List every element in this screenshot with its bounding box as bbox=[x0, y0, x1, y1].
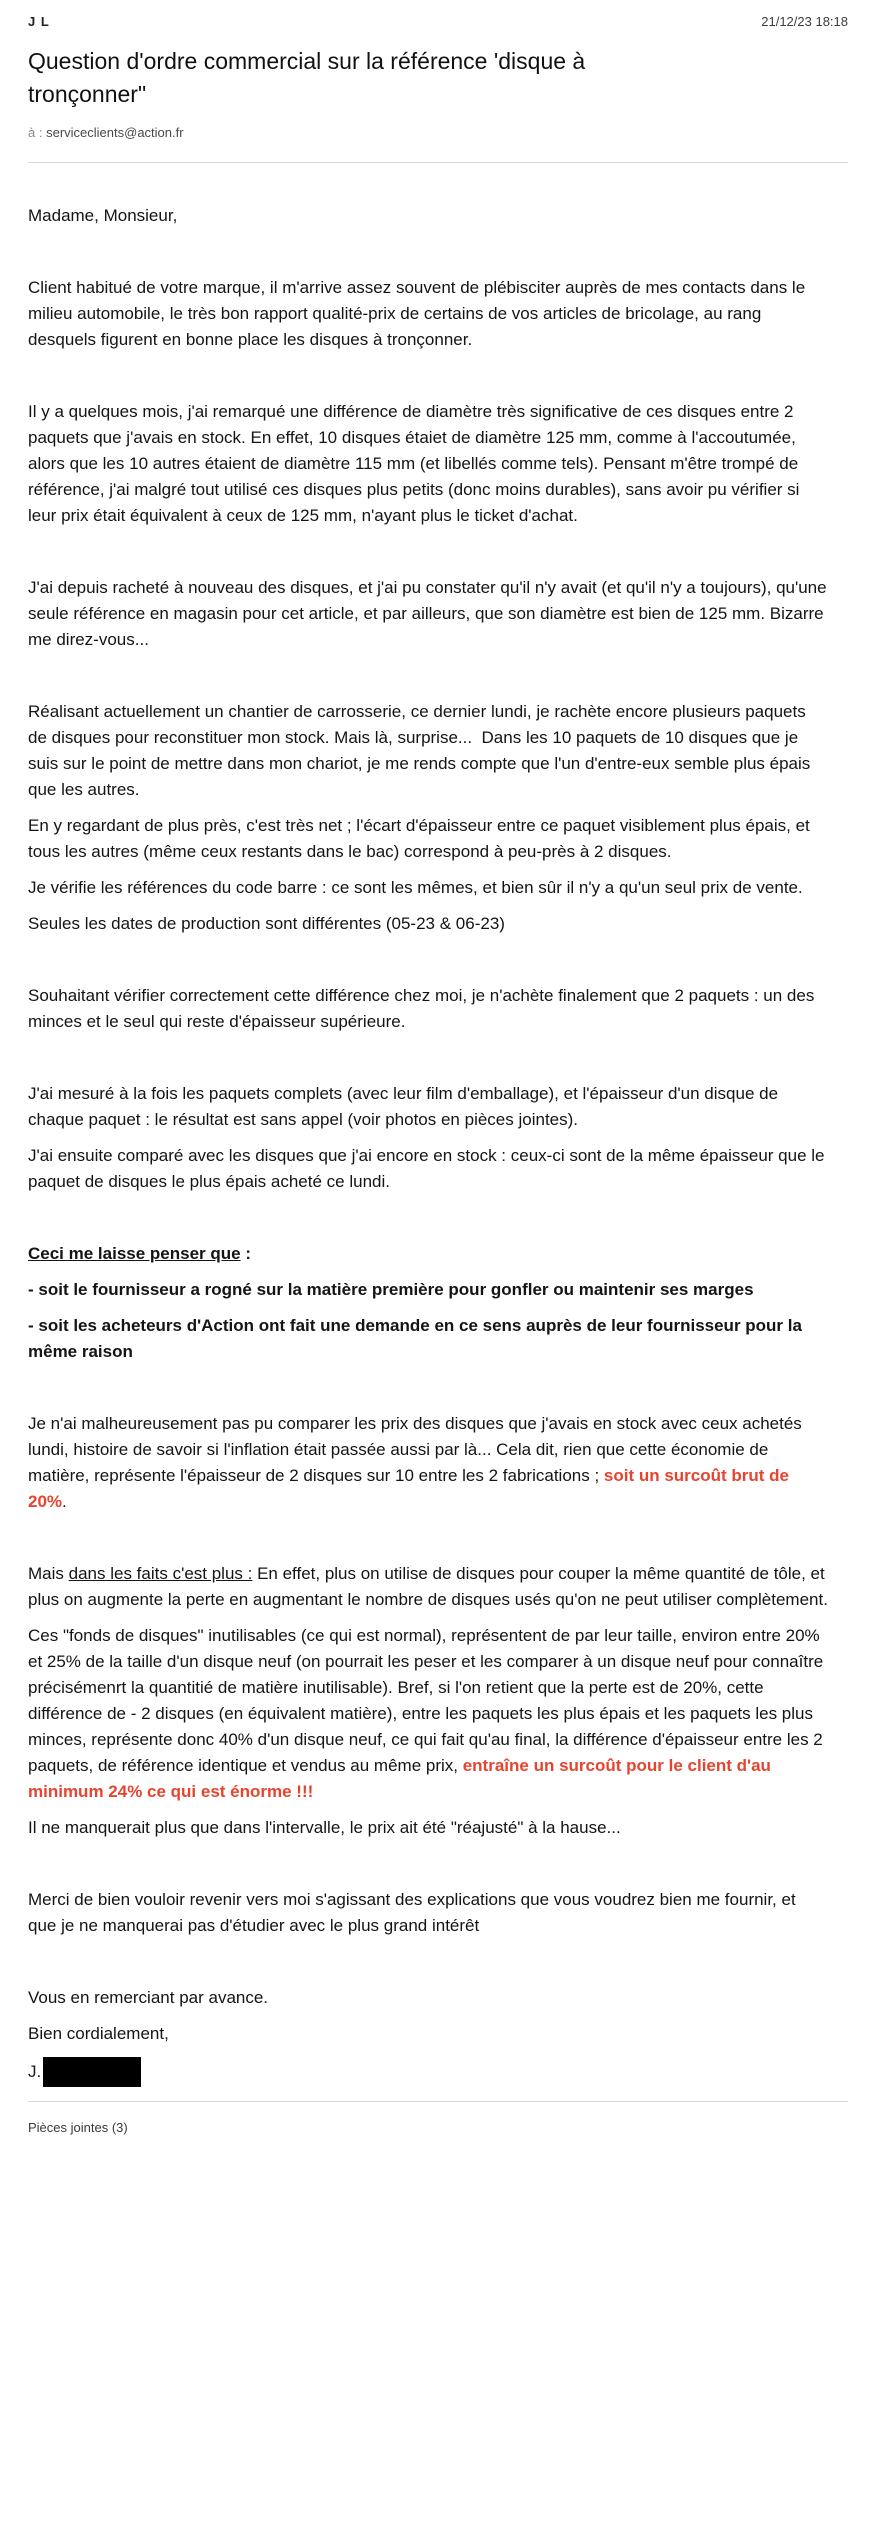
signature-row bbox=[28, 2057, 848, 2087]
email-paragraph bbox=[28, 2021, 828, 2047]
email-paragraph bbox=[28, 1815, 828, 1841]
email-paragraph bbox=[28, 275, 828, 353]
text-run: J'ai mesuré à la fois les paquets complets (avec leur film d'emballage), et l'épaisseur d'un disque de chaque paquet : le résultat est sans appel (voir photos en pièces jointes). bbox=[28, 1084, 783, 1129]
text-run: . bbox=[62, 1492, 67, 1511]
email-paragraph bbox=[28, 1241, 828, 1267]
text-run: Bien cordialement, bbox=[28, 2024, 169, 2043]
text-run: Souhaitant vérifier correctement cette différence chez moi, je n'achète finalement que 2 paquets : un des minces et le seul qui reste d'épaisseur supérieure. bbox=[28, 986, 820, 1031]
email-body bbox=[28, 163, 848, 2047]
email-paragraph bbox=[28, 813, 828, 865]
text-run: Vous en remerciant par avance. bbox=[28, 1988, 269, 2007]
attachments-label[interactable]: Pièces jointes (3) bbox=[28, 2120, 128, 2135]
footer-divider bbox=[28, 2101, 848, 2102]
text-run: Client habitué de votre marque, il m'arrive assez souvent de plébisciter auprès de mes contacts dans le milieu automobile, le très bon rapport qualité-prix de certains de vos articles de bricolage, au rang desquels figurent en bonne place les disques à tronçonner. bbox=[28, 278, 810, 349]
text-run: Ces "fonds de disques" inutilisables (ce qui est normal), représentent de par leur taille, environ entre 20% et 25% de la taille d'un disque neuf (on pourrait les peser et les comparer à un disque neuf pour connaître précisémenrt la quantitié de matière inutilisable). Bref, si l'on retient que la perte est de 20%, cette différence de - 2 disques (en équivalent matière), entre les paquets les plus épais et les paquets les plus minces, représente donc 40% d'un disque neuf, ce qui fait qu'au final, la différence d'épaisseur entre les 2 paquets, de référence identique et vendus au même prix, bbox=[28, 1626, 828, 1775]
text-run: En y regardant de plus près, c'est très net ; l'écart d'épaisseur entre ce paquet visiblement plus épais, et tous les autres (même ceux restants dans le bac) correspond à peu-près à 2 disques. bbox=[28, 816, 815, 861]
email-paragraph bbox=[28, 911, 828, 937]
email-paragraph bbox=[28, 1143, 828, 1195]
signature-name-prefix: J. bbox=[28, 2062, 42, 2081]
text-run: - soit les acheteurs d'Action ont fait une demande en ce sens auprès de leur fournisseur pour la même raison bbox=[28, 1316, 807, 1361]
sender-initials: J L bbox=[28, 14, 50, 29]
highlighted-text: entraîne un surcoût pour le client d'au minimum 24% ce qui est énorme !!! bbox=[28, 1756, 776, 1801]
text-run: Madame, Monsieur, bbox=[28, 206, 178, 225]
text-run: - soit le fournisseur a rogné sur la matière première pour gonfler ou maintenir ses marges bbox=[28, 1280, 754, 1299]
timestamp: 21/12/23 18:18 bbox=[761, 14, 848, 29]
text-run: Seules les dates de production sont différentes (05-23 & 06-23) bbox=[28, 914, 505, 933]
text-run: Je n'ai malheureusement pas pu comparer les prix des disques que j'avais en stock avec ceux achetés lundi, histoire de savoir si l'inflation était passée aussi par là... Cela dit, rien que cette économie de matière, représente l'épaisseur de 2 disques sur 10 entre les 2 fabrications ; bbox=[28, 1414, 807, 1485]
email-header bbox=[28, 14, 848, 29]
attachments-section bbox=[28, 2120, 848, 2135]
redacted-name-box bbox=[43, 2057, 141, 2087]
email-paragraph bbox=[28, 1985, 828, 2011]
email-paragraph bbox=[28, 575, 832, 653]
email-paragraph bbox=[28, 875, 828, 901]
text-run: J'ai ensuite comparé avec les disques que j'ai encore en stock : ceux-ci sont de la même épaisseur que le paquet de disques le plus épais acheté ce lundi. bbox=[28, 1146, 830, 1191]
email-paragraph bbox=[28, 203, 828, 229]
text-run: Merci de bien vouloir revenir vers moi s'agissant des explications que vous voudrez bien me fournir, et que je ne manquerai pas d'étudier avec le plus grand intérêt bbox=[28, 1890, 801, 1935]
text-run: Il ne manquerait plus que dans l'intervalle, le prix ait été "réajusté" à la hause... bbox=[28, 1818, 621, 1837]
email-paragraph bbox=[28, 983, 828, 1035]
text-run: Je vérifie les références du code barre : ce sont les mêmes, et bien sûr il n'y a qu'un seul prix de vente. bbox=[28, 878, 803, 897]
email-subject: Question d'ordre commercial sur la référence 'disque à tronçonner" bbox=[28, 48, 586, 107]
email-paragraph bbox=[28, 399, 828, 529]
text-run: Mais bbox=[28, 1564, 69, 1583]
highlighted-text: soit un surcoût brut de 20% bbox=[28, 1466, 794, 1511]
email-paragraph bbox=[28, 1887, 828, 1939]
email-paragraph bbox=[28, 1081, 828, 1133]
to-address: serviceclients@action.fr bbox=[46, 125, 184, 140]
email-paragraph bbox=[28, 1623, 828, 1805]
email-paragraph bbox=[28, 699, 828, 803]
recipient-row bbox=[28, 125, 848, 140]
email-paragraph bbox=[28, 1277, 828, 1303]
to-label: à : bbox=[28, 125, 43, 140]
email-paragraph bbox=[28, 1561, 828, 1613]
text-run: Il y a quelques mois, j'ai remarqué une différence de diamètre très significative de ces disques entre 2 paquets que j'avais en stock. En effet, 10 disques étaiet de diamètre 125 mm, comme à l'accoutumée, alors que les 10 autres étaient de diamètre 115 mm (et libellés comme tels). Pensant m'être trompé de référence, j'ai malgré tout utilisé ces disques plus petits (donc moins durables), sans avoir pu vérifier si leur prix était équivalent à ceux de 125 mm, n'ayant plus le ticket d'achat. bbox=[28, 402, 805, 525]
text-run: J'ai depuis racheté à nouveau des disques, et j'ai pu constater qu'il n'y avait (et qu'il n'y a toujours), qu'une seule référence en magasin pour cet article, et par ailleurs, que son diamètre est bien de 125 mm. Bizarre me direz-vous... bbox=[28, 578, 832, 649]
text-run: Ceci me laisse penser que bbox=[28, 1244, 241, 1263]
email-paragraph bbox=[28, 1313, 828, 1365]
email-paragraph bbox=[28, 1411, 828, 1515]
text-run: : bbox=[240, 1244, 251, 1263]
text-run: En effet, plus on utilise de disques pour couper la même quantité de tôle, et plus on augmente la perte en augmentant le nombre de disques usés qu'on ne peut utiliser complètement. bbox=[28, 1564, 830, 1609]
text-run: Réalisant actuellement un chantier de carrosserie, ce dernier lundi, je rachète encore plusieurs paquets de disques pour reconstituer mon stock. Mais là, surprise... Dans les 10 paquets de 10 disques que je suis sur le point de mettre dans mon chariot, je me rends compte que l'un d'entre-eux semble plus épais que les autres. bbox=[28, 702, 816, 799]
text-run: dans les faits c'est plus : bbox=[68, 1564, 253, 1583]
